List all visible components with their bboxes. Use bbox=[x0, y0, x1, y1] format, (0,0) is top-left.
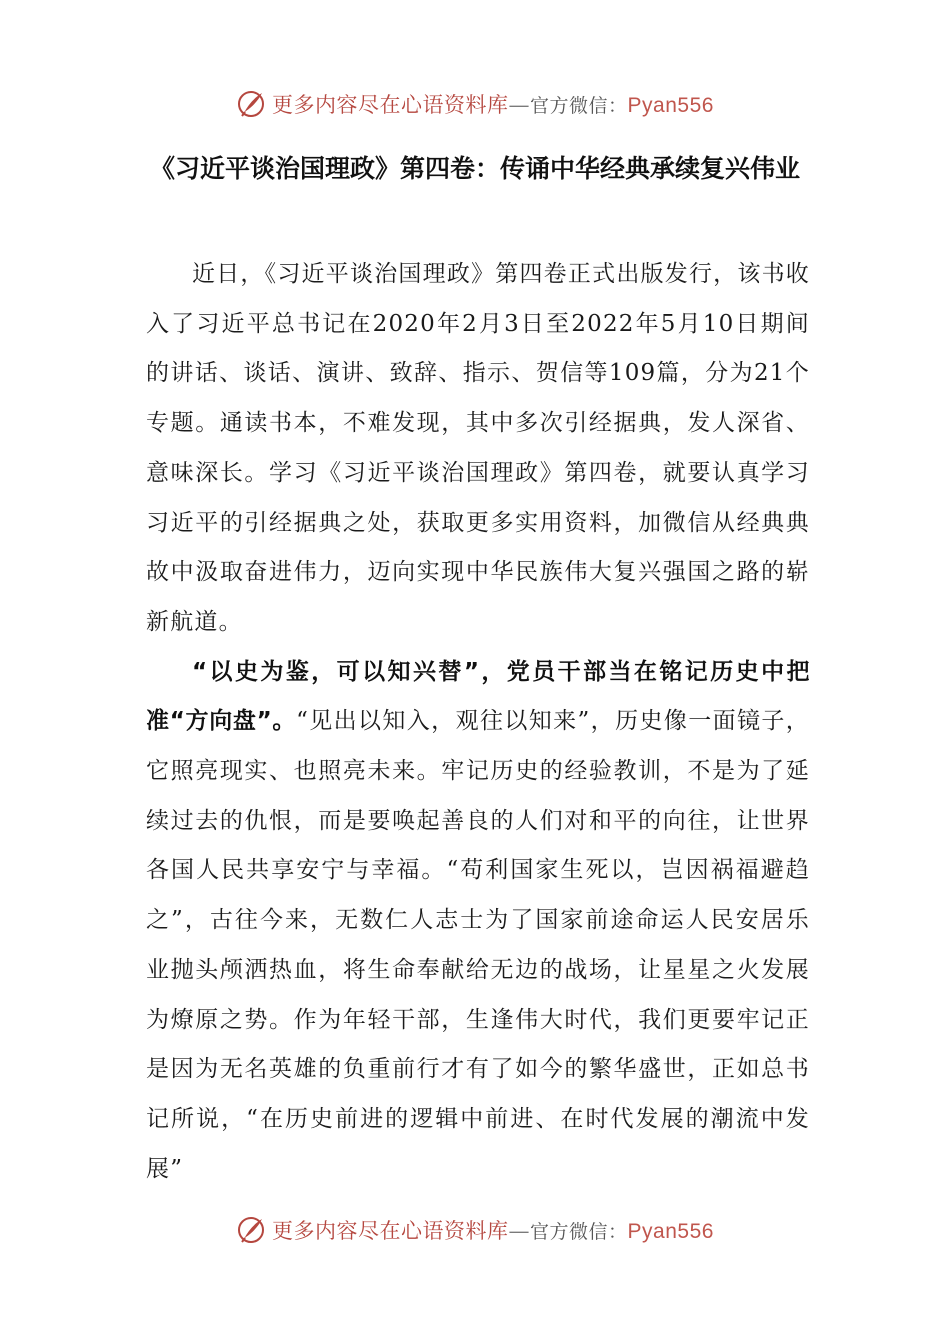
banner-wechat-id: Pyan556 bbox=[627, 94, 714, 117]
paragraph-2 bbox=[146, 648, 810, 1195]
document-body bbox=[146, 250, 810, 1194]
banner-separator: — bbox=[508, 93, 531, 117]
banner-separator: — bbox=[508, 1219, 531, 1243]
header-watermark-banner bbox=[0, 84, 950, 124]
banner-wechat-label: 官方微信： bbox=[530, 1221, 628, 1243]
document-title: 《习近平谈治国理政》第四卷：传诵中华经典承续复兴伟业 bbox=[149, 154, 800, 183]
banner-slogan: 更多内容尽在心语资料库 bbox=[272, 1219, 509, 1243]
banner-wechat-label: 官方微信： bbox=[530, 95, 628, 117]
quill-logo-icon bbox=[236, 89, 266, 119]
banner-text bbox=[272, 1215, 714, 1245]
paragraph-1: 近日，《习近平谈治国理政》第四卷正式出版发行，该书收入了习近平总书记在2020年2月3日至2022年5月10日期间的讲话、谈话、演讲、致辞、指示、贺信等109篇，分为21个专题。通读书本，不难发现，其中多次引经据典，发人深省、意味深长。学习《习近平谈治国理政》第四卷，就要认真学习习近平的引经据典之处，获取更多实用资料，加微信从经典典故中汲取奋进伟力，迈向实现中华民族伟大复兴强国之路的崭新航道。 bbox=[146, 261, 810, 635]
footer-watermark-banner bbox=[0, 1210, 950, 1250]
quill-logo-icon bbox=[236, 1215, 266, 1245]
paragraph-2-lead: “以史为鉴，可以知兴替”，党员干部当在铭记历史中把准“方向盘”。 bbox=[146, 658, 810, 735]
paragraph-2-text: “见出以知入，观往以知来”，历史像一面镜子，它照亮现实、也照亮未来。牢记历史的经验教训，不是为了延续过去的仇恨，而是要唤起善良的人们对和平的向往，让世界各国人民共享安宁与幸福。“苟利国家生死以，岂因祸福避趋之”，古往今来，无数仁人志士为了国家前途命运人民安居乐业抛头颅洒热血，将生命奉献给无边的战场，让星星之火发展为燎原之势。作为年轻干部，生逢伟大时代，我们更要牢记正是因为无名英雄的负重前行才有了如今的繁华盛世，正如总书记所说，“在历史前进的逻辑中前进、在时代发展的潮流中发展” bbox=[146, 708, 811, 1182]
banner-text bbox=[272, 89, 714, 119]
banner-slogan: 更多内容尽在心语资料库 bbox=[272, 93, 509, 117]
banner-wechat-id: Pyan556 bbox=[627, 1220, 714, 1243]
